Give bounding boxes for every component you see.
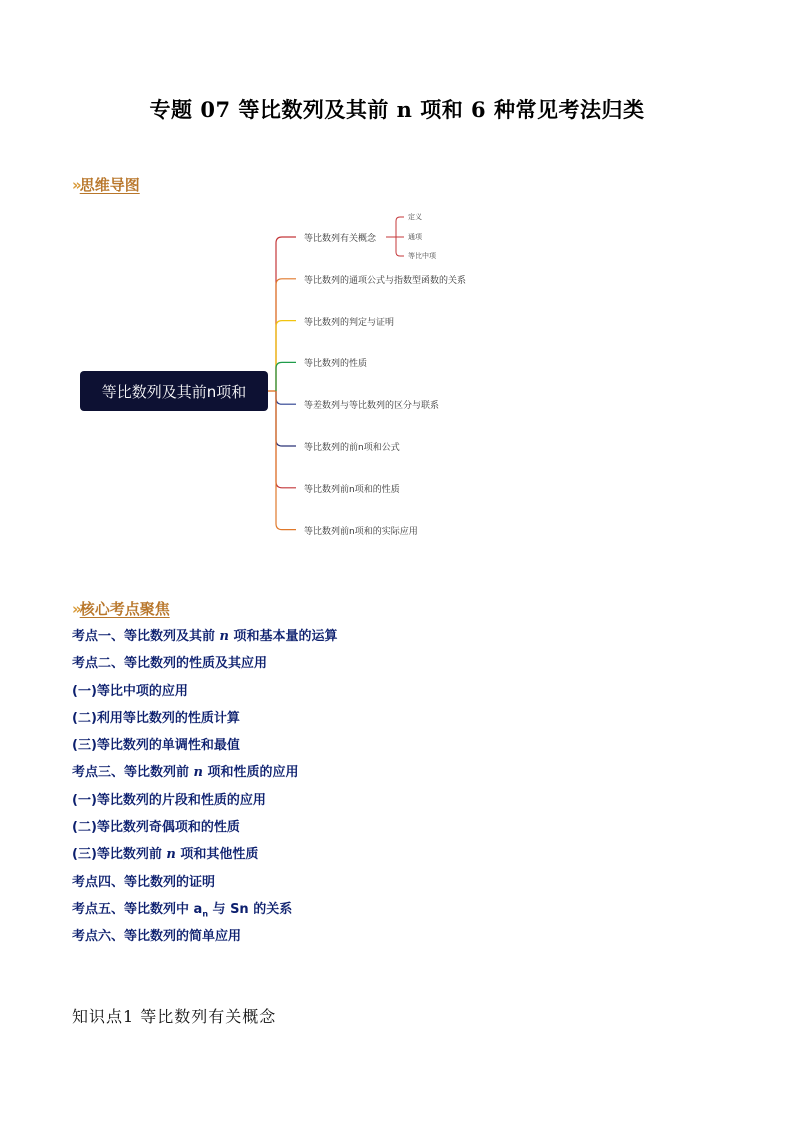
core-points-list bbox=[72, 628, 338, 956]
core-point-text: 考点一、等比数列及其前 bbox=[72, 629, 220, 644]
core-point-item bbox=[72, 901, 338, 928]
mindmap-branch-node: 等比数列前n项和的实际应用 bbox=[304, 526, 418, 537]
core-point-item bbox=[72, 874, 338, 901]
math-subscript: n bbox=[202, 909, 209, 919]
core-point-text: 考点五、等比数列中 a bbox=[72, 901, 203, 917]
core-point-text: (二)利用等比数列的性质计算 bbox=[72, 710, 240, 726]
core-point-text: 与 Sn 的关系 bbox=[208, 901, 293, 917]
mindmap-branch-node: 等比数列有关概念 bbox=[304, 234, 377, 244]
double-chevron-icon: » bbox=[72, 599, 79, 618]
core-point-text: (一)等比中项的应用 bbox=[72, 683, 188, 699]
core-point-item bbox=[72, 819, 338, 846]
mindmap-branch-line bbox=[276, 391, 296, 530]
core-point-item bbox=[72, 928, 338, 955]
double-chevron-icon: » bbox=[72, 175, 79, 194]
mindmap-branch-line bbox=[276, 321, 296, 391]
mindmap-branch-line bbox=[276, 391, 296, 446]
core-point-text: 考点三、等比数列前 bbox=[72, 765, 194, 781]
mindmap-branch-line bbox=[276, 237, 296, 391]
core-points-heading bbox=[72, 598, 170, 619]
mindmap-sub-line bbox=[396, 237, 404, 256]
core-point-item bbox=[72, 628, 338, 655]
mindmap-branch-line bbox=[276, 279, 296, 391]
core-point-item bbox=[72, 792, 338, 819]
core-point-text: 考点四、等比数列的证明 bbox=[72, 874, 216, 890]
mindmap-sub-node: 等比中项 bbox=[408, 252, 436, 260]
core-point-text: 考点六、等比数列的简单应用 bbox=[72, 929, 242, 945]
core-point-text: (一)等比数列的片段和性质的应用 bbox=[72, 792, 266, 808]
math-variable: n bbox=[193, 765, 203, 781]
core-point-text: (三)等比数列的单调性和最值 bbox=[72, 738, 240, 754]
core-point-text: 考点二、等比数列的性质及其应用 bbox=[72, 656, 268, 672]
mindmap-branch-line bbox=[276, 391, 296, 488]
page-title: 专题 07 等比数列及其前 n 项和 6 种常见考法归类 bbox=[149, 97, 645, 122]
mindmap-branch-node: 等比数列的判定与证明 bbox=[304, 317, 395, 328]
core-point-item bbox=[72, 737, 338, 764]
core-point-text: 项和基本量的运算 bbox=[228, 629, 338, 644]
mindmap-branch-node: 等比数列前n项和的性质 bbox=[304, 484, 400, 495]
mindmap-branch-node: 等比数列的通项公式与指数型函数的关系 bbox=[304, 275, 467, 286]
core-point-text: 项和其他性质 bbox=[175, 847, 259, 863]
mindmap-root-node: 等比数列及其前n项和 bbox=[80, 371, 268, 411]
mindmap-heading-label: 思维导图 bbox=[79, 176, 140, 194]
core-points-heading-label: 核心考点聚焦 bbox=[79, 600, 170, 618]
core-point-item bbox=[72, 683, 338, 710]
core-point-item bbox=[72, 655, 338, 682]
mindmap-branch-node: 等比数列的前n项和公式 bbox=[304, 443, 400, 453]
core-point-item bbox=[72, 764, 338, 791]
core-point-item bbox=[72, 846, 338, 873]
math-variable: n bbox=[219, 629, 229, 644]
mindmap-branch-line bbox=[276, 391, 296, 404]
mindmap-sub-node: 定义 bbox=[408, 213, 422, 221]
mindmap-sub-line bbox=[396, 217, 404, 237]
core-point-item bbox=[72, 710, 338, 737]
mindmap-branch-node: 等差数列与等比数列的区分与联系 bbox=[304, 401, 440, 412]
math-variable: n bbox=[166, 847, 176, 863]
mindmap-branch-node: 等比数列的性质 bbox=[304, 359, 368, 370]
core-point-text: 项和性质的应用 bbox=[202, 765, 299, 781]
knowledge-point-heading: 知识点1 等比数列有关概念 bbox=[72, 1007, 277, 1026]
mindmap-sub-node: 通项 bbox=[408, 233, 422, 241]
core-point-text: (三)等比数列前 bbox=[72, 847, 167, 863]
core-point-text: (二)等比数列奇偶项和的性质 bbox=[72, 820, 240, 836]
mindmap-branch-line bbox=[276, 362, 296, 391]
